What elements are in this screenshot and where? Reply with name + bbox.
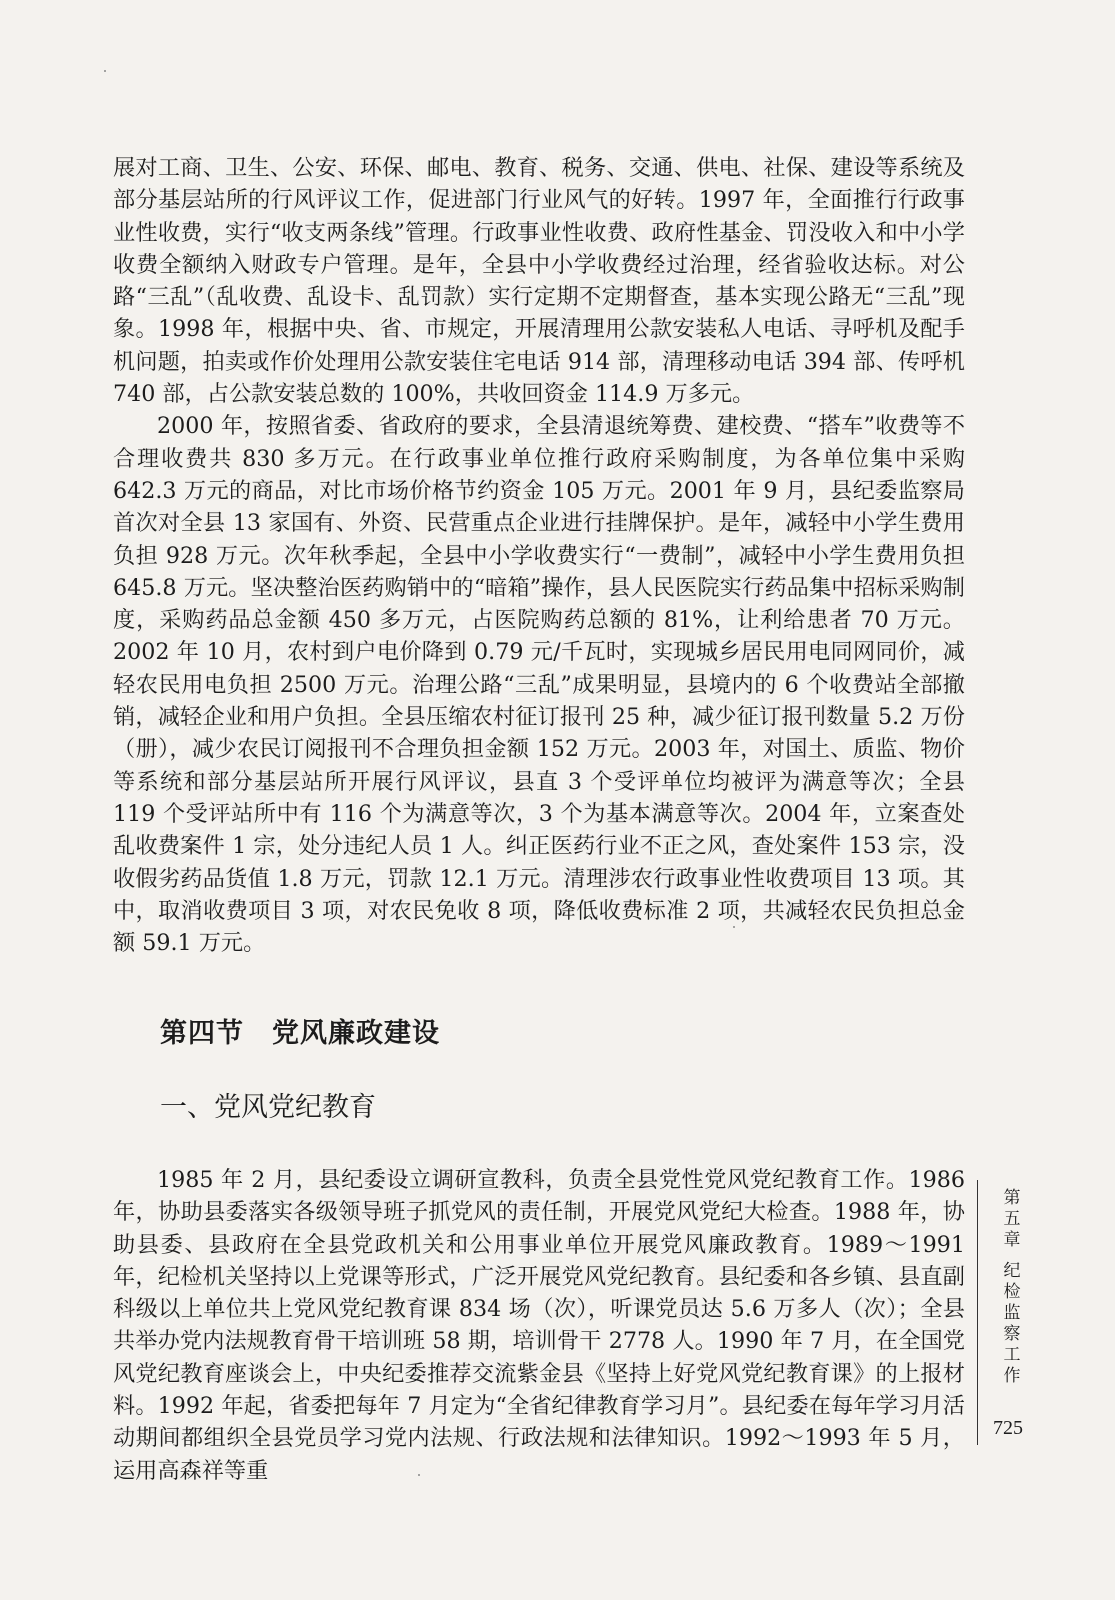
chapter-title-char: 检 [1003, 1282, 1021, 1302]
body-text-top [113, 152, 965, 959]
chapter-tab [992, 1188, 1032, 1387]
paper-speck [418, 1474, 420, 1476]
chapter-title-char: 工 [1003, 1345, 1021, 1365]
chapter-title-char: 作 [1003, 1366, 1021, 1386]
chapter-char: 第 [1003, 1188, 1021, 1208]
paragraph-2: 2000 年，按照省委、省政府的要求，全县清退统筹费、建校费、“搭车”收费等不合理收费共 830 多万元。在行政事业单位推行政府采购制度，为各单位集中采购 642.3 万元的商品，对比市场价格节约资金 105 万元。2001 年 9 月，县纪委监察局首次对全县 13 家国有、外资、民营重点企业进行挂牌保护。是年，减轻中小学生费用负担 928 万元。次年秋季起，全县中小学收费实行“一费制”，减轻中小学生费用负担 645.8 万元。坚决整治医药购销中的“暗箱”操作，县人民医院实行药品集中招标采购制度，采购药品总金额 450 多万元，占医院购药总额的 81%，让利给患者 70 万元。2002 年 10 月，农村到户电价降到 0.79 元/千瓦时，实现城乡居民用电同网同价，减轻农民用电负担 2500 万元。治理公路“三乱”成果明显，县境内的 6 个收费站全部撤销，减轻企业和用户负担。全县压缩农村征订报刊 25 种，减少征订报刊数量 5.2 万份（册），减少农民订阅报刊不合理负担金额 152 万元。2003 年，对国土、质监、物价等系统和部分基层站所开展行风评议，县直 3 个受评单位均被评为满意等次；全县 119 个受评站所中有 116 个为满意等次，3 个为基本满意等次。2004 年，立案查处乱收费案件 1 宗，处分违纪人员 1 人。纠正医药行业不正之风，查处案件 153 宗，没收假劣药品货值 1.8 万元，罚款 12.1 万元。清理涉农行政事业性收费项目 13 项。其中，取消收费项目 3 项，对农民免收 8 项，降低收费标准 2 项，共减轻农民负担总金额 59.1 万元。 [113, 413, 965, 957]
paper-speck [104, 70, 106, 72]
subsection-title: 一、党风党纪教育 [160, 1092, 376, 1123]
chapter-title-char: 纪 [1003, 1261, 1021, 1281]
paragraph-3: 1985 年 2 月，县纪委设立调研宣教科，负责全县党性党风党纪教育工作。1986 年，协助县委落实各级领导班子抓党风的责任制，开展党风党纪大检查。1988 年，协助县委、县政府在全县党政机关和公用事业单位开展党风廉政教育。1989～1991 年，纪检机关坚持以上党课等形式，广泛开展党风党纪教育。县纪委和各乡镇、县直副科级以上单位共上党风党纪教育课 834 场（次），听课党员达 5.6 万多人（次）；全县共举办党内法规教育骨干培训班 58 期，培训骨干 2778 人。1990 年 7 月，在全国党风党纪教育座谈会上，中央纪委推荐交流紫金县《坚持上好党风党纪教育课》的上报材料。1992 年起，省委把每年 7 月定为“全省纪律教育学习月”。县纪委在每年学习月活动期间都组织全县党员学习党内法规、行政法规和法律知识。1992～1993 年 5 月，运用高森祥等重 [113, 1167, 965, 1484]
chapter-char: 五 [1003, 1209, 1021, 1229]
paragraph-1: 展对工商、卫生、公安、环保、邮电、教育、税务、交通、供电、社保、建设等系统及部分基层站所的行风评议工作，促进部门行业风气的好转。1997 年，全面推行行政事业性收费，实行“收支两条线”管理。行政事业性收费、政府性基金、罚没收入和中小学收费全额纳入财政专户管理。是年，全县中小学收费经过治理，经省验收达标。对公路“三乱”（乱收费、乱设卡、乱罚款）实行定期不定期督查，基本实现公路无“三乱”现象。1998 年，根据中央、省、市规定，开展清理用公款安装私人电话、寻呼机及配手机问题，拍卖或作价处理用公款安装住宅电话 914 部，清理移动电话 394 部、传呼机 740 部，占公款安装总数的 100%，共收回资金 114.9 万多元。 [113, 155, 965, 408]
chapter-char: 章 [1003, 1230, 1021, 1250]
chapter-title-char: 监 [1003, 1303, 1021, 1323]
section-title: 第四节 党风廉政建设 [160, 1018, 440, 1049]
chapter-gap [992, 1251, 1032, 1261]
margin-divider [977, 1180, 978, 1445]
page-number: 725 [993, 1417, 1023, 1439]
paper-speck [733, 926, 735, 928]
chapter-title-char: 察 [1003, 1324, 1021, 1344]
body-text-bottom [113, 1164, 965, 1487]
